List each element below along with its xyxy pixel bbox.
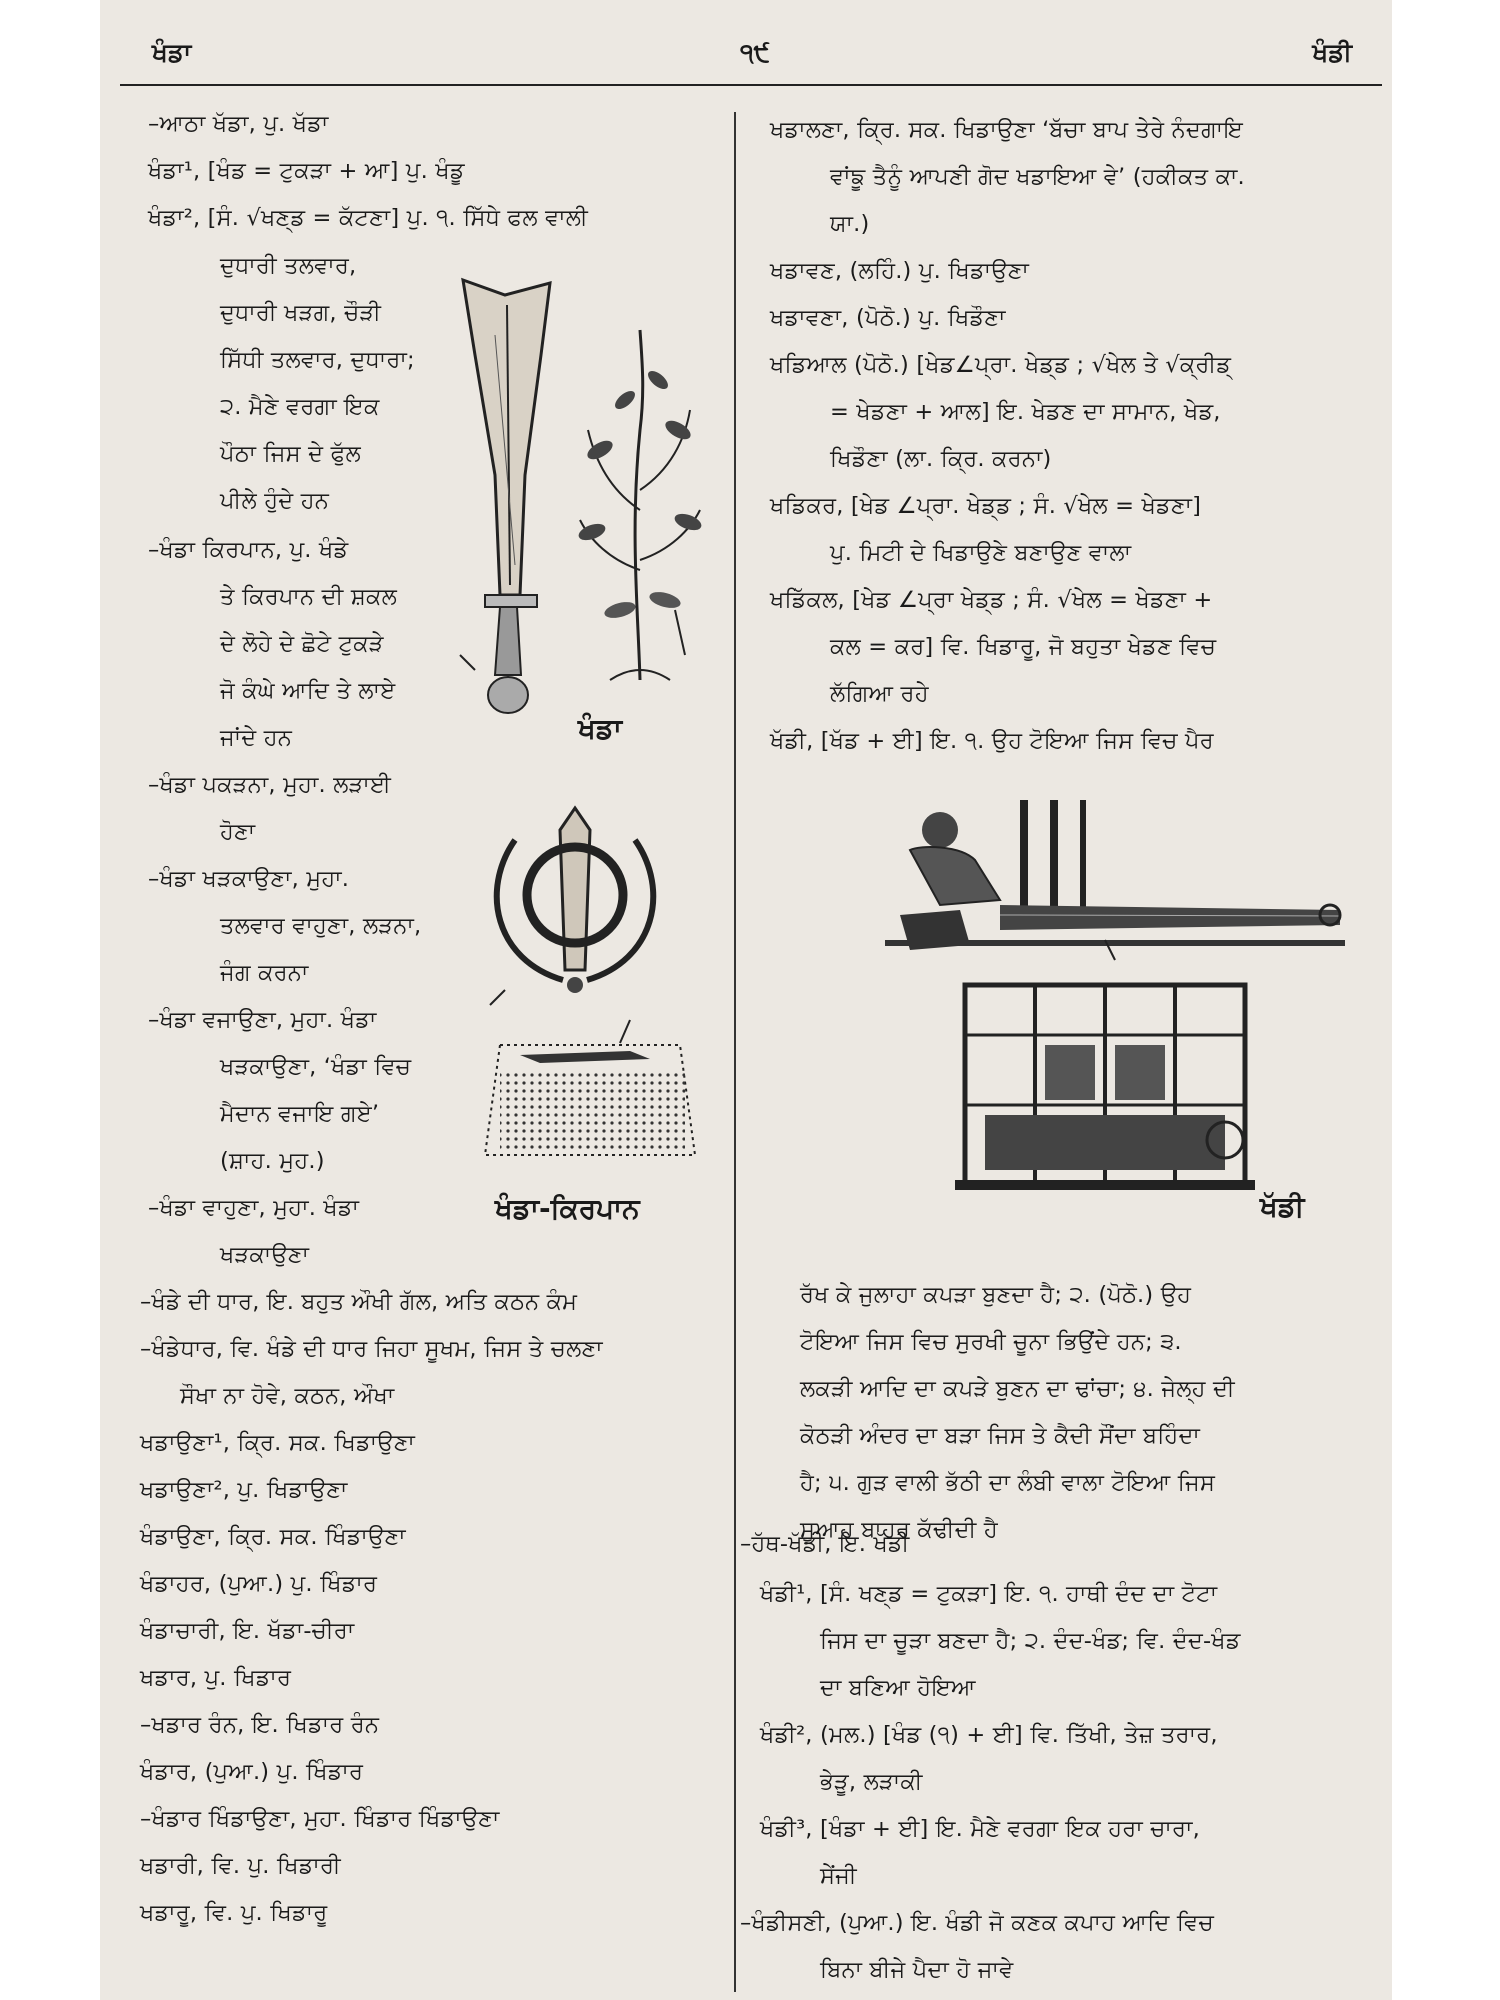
kirpan-comb-illustration [480,1015,700,1165]
column-divider [734,112,736,1992]
right-column-entry-line: ਬਿਨਾ ਬੀਜੇ ਪੈਦਾ ਹੋ ਜਾਵੇ [820,1957,1014,1983]
right-column-entry-line: ਖਡਾਵਣ, (ਲਹਿੰ.) ਪੁ. ਖਿਡਾਉਣਾ [770,258,1030,284]
khanda-emblem-illustration [475,800,675,1010]
right-column-entry-line: –ਹੱਥ-ਖੱਡੀ, ਇ. ਖੱਡੀ [740,1531,910,1557]
left-column-entry-line: ਤੇ ਕਿਰਪਾਨ ਦੀ ਸ਼ਕਲ [220,584,398,610]
right-column-entry-line: ਖਡਾਲਣਾ, ਕ੍ਰਿ. ਸਕ. ਖਿਡਾਉਣਾ ‘ਬੱਚਾ ਬਾਪ ਤੇਰੇ ਨੰਦਗਾਇ [770,117,1244,143]
right-column-entry-line: ਲਕੜੀ ਆਦਿ ਦਾ ਕਪੜੇ ਬੁਣਨ ਦਾ ਢਾਂਚਾ; ੪. ਜੇਲ੍ਹ ਦੀ [800,1376,1235,1402]
right-column-entry-line: ਟੋਇਆ ਜਿਸ ਵਿਚ ਸੁਰਖੀ ਚੂਨਾ ਭਿਉਂਦੇ ਹਨ; ੩. [800,1329,1182,1355]
left-column-entry-line: ਮੈਦਾਨ ਵਜਾਇ ਗਏ’ [220,1101,380,1127]
left-column-entry-line: ਹੋਣਾ [220,819,256,845]
left-column-entry-line: ੨. ਮੈਣੇ ਵਰਗਾ ਇਕ [220,394,380,420]
left-column-entry-line: ਖੰਡਾ², [ਸੰ. √ਖਣ੍ਡ = ਕੱਟਣਾ] ਪੁ. ੧. ਸਿੱਧੇ ਫਲ ਵਾਲੀ [148,205,588,231]
right-column-entry-line: ਯਾ.) [830,211,870,237]
left-column-entry-line: ਦੁਧਾਰੀ ਤਲਵਾਰ, [220,253,357,279]
left-column-entry-line: –ਖੰਡਾ ਵਾਹੁਣਾ, ਮੁਹਾ. ਖੰਡਾ [148,1195,360,1221]
left-column-entry-line: ਜੰਗ ਕਰਨਾ [220,960,309,986]
left-column-entry-line: ਖੜਕਾਉਣਾ [220,1242,310,1268]
right-column-entry-line: ਵਾਂਙੂ ਤੈਨੂੰ ਆਪਣੀ ਗੋਦ ਖਡਾਇਆ ਵੇ’ (ਹਕੀਕਤ ਕਾ. [830,164,1245,190]
header-rule [120,84,1382,86]
left-column-entry-line: ਖਡਾਉਣਾ¹, ਕ੍ਰਿ. ਸਕ. ਖਿਡਾਉਣਾ [140,1430,415,1456]
right-column-entry-line: ਖਡਿਆਲ (ਪੋਠੋ.) [ਖੇਡ∠ਪ੍ਰਾ. ਖੇਡ੍ਡ ; √ਖੇਲ ਤੇ √ਕ੍ਰੀਡ੍ [770,352,1232,378]
right-column-entry-line: ਲੱਗਿਆ ਰਹੇ [830,681,929,707]
right-column-entry-line: –ਖੰਡੀਸਣੀ, (ਪੁਆ.) ਇ. ਖੰਡੀ ਜੋ ਕਣਕ ਕਪਾਹ ਆਦਿ ਵਿਚ [740,1910,1214,1936]
khanda-kirpan-figure-caption: ਖੰਡਾ-ਕਿਰਪਾਨ [495,1192,640,1225]
khanda-sword-illustration [455,275,565,725]
left-column-entry-line: ਖਡਾਰੀ, ਵਿ. ਪੁ. ਖਿਡਾਰੀ [140,1853,341,1879]
left-column-entry-line: –ਖੰਡਾ ਕਿਰਪਾਨ, ਪੁ. ਖੰਡੇ [148,537,349,563]
left-column-entry-line: ਤਲਵਾਰ ਵਾਹੁਣਾ, ਲੜਨਾ, [220,913,422,939]
handloom-frame-illustration [955,975,1260,1205]
left-column-entry-line: ਦੁਧਾਰੀ ਖੜਗ, ਚੌੜੀ [220,300,382,326]
right-column-entry-line: ਖਿਡੌਣਾ (ਲਾ. ਕ੍ਰਿ. ਕਰਨਾ) [830,446,1052,472]
left-column-entry-line: –ਖਡਾਰ ਰੰਨ, ਇ. ਖਿਡਾਰ ਰੰਨ [140,1712,380,1738]
left-column-entry-line: ਖੰਡਾਉਣਾ, ਕ੍ਰਿ. ਸਕ. ਖਿੰਡਾਉਣਾ [140,1524,406,1550]
right-column-entry-line: ਸੇਂਜੀ [820,1863,857,1889]
page-number: ੧੯ [740,38,770,67]
left-column-entry-line: ਜਾਂਦੇ ਹਨ [220,725,292,751]
khanda-figure-caption: ਖੰਡਾ [578,712,622,745]
right-column-entry-line: ਖਡਿੱਕਲ, [ਖੇਡ ∠ਪ੍ਰਾ ਖੇਡ੍ਡ ; ਸੰ. √ਖੇਲ = ਖੇਡਣਾ + [770,587,1213,613]
left-column-entry-line: –ਆਠਾ ਖੱਡਾ, ਪੁ. ਖੱਡਾ [148,111,329,137]
left-column-entry-line: –ਖੰਡਾ ਵਜਾਉਣਾ, ਮੁਹਾ. ਖੰਡਾ [148,1007,377,1033]
right-column-entry-line: ਖੰਡੀ², (ਮਲ.) [ਖੰਡ (੧) + ਈ] ਵਿ. ਤਿੱਖੀ, ਤੇਜ਼ ਤਰਾਰ, [760,1722,1218,1748]
left-column-entry-line: (ਸ਼ਾਹ. ਮੁਹ.) [220,1148,325,1174]
right-column-entry-line: ਰੱਖ ਕੇ ਜੁਲਾਹਾ ਕਪੜਾ ਬੁਣਦਾ ਹੈ; ੨. (ਪੋਠੋ.) ਉਹ [800,1282,1192,1308]
left-column-entry-line: ਪੌਠਾ ਜਿਸ ਦੇ ਫੁੱਲ [220,441,361,467]
left-column-entry-line: –ਖੰਡੇਧਾਰ, ਵਿ. ਖੰਡੇ ਦੀ ਧਾਰ ਜਿਹਾ ਸੂਖਮ, ਜਿਸ ਤੇ ਚਲਣਾ [140,1336,603,1362]
right-column-entry-line: ਖਡਿਕਰ, [ਖੇਡ ∠ਪ੍ਰਾ. ਖੇਡ੍ਡ ; ਸੰ. √ਖੇਲ = ਖੇਡਣਾ] [770,493,1202,519]
left-column-entry-line: ਖੰਡਾ¹, [ਖੰਡ = ਟੁਕੜਾ + ਆ] ਪੁ. ਖੰਡੂ [148,158,465,184]
right-column-entry-line: ਖਡਾਵਣਾ, (ਪੋਠੋ.) ਪੁ. ਖਿਡੌਣਾ [770,305,1006,331]
left-column-entry-line: ਖੰਡਾਰ, (ਪੁਆ.) ਪੁ. ਖਿੰਡਾਰ [140,1759,364,1785]
left-column-entry-line: ਖਡਾਰ, ਪੁ. ਖਿਡਾਰ [140,1665,292,1691]
left-column-entry-line: ਸੌਖਾ ਨਾ ਹੋਵੇ, ਕਠਨ, ਔਖਾ [180,1383,395,1409]
left-column-entry-line: –ਖੰਡਾਰ ਖਿੰਡਾਉਣਾ, ਮੁਹਾ. ਖਿੰਡਾਰ ਖਿੰਡਾਉਣਾ [140,1806,500,1832]
right-column-entry-line: ਕਲ = ਕਰ] ਵਿ. ਖਿਡਾਰੂ, ਜੋ ਬਹੁਤਾ ਖੇਡਣ ਵਿਚ [830,634,1217,660]
left-column-entry-line: –ਖੰਡੇ ਦੀ ਧਾਰ, ਇ. ਬਹੁਤ ਔਖੀ ਗੱਲ, ਅਤਿ ਕਠਨ ਕੰਮ [140,1289,578,1315]
left-column-entry-line: ਜੋ ਕੰਘੇ ਆਦਿ ਤੇ ਲਾਏ [220,678,396,704]
header-right-guide-word: ਖੰਡੀ [1312,38,1352,67]
khaddi-figure-caption: ਖੱਡੀ [1260,1190,1305,1223]
left-column-entry-line: ਦੇ ਲੋਹੇ ਦੇ ਛੋਟੇ ਟੁਕੜੇ [220,631,384,657]
right-column-entry-line: ਖੰਡੀ¹, [ਸੰ. ਖਣ੍ਡ = ਟੁਕੜਾ] ਇ. ੧. ਹਾਥੀ ਦੰਦ ਦਾ ਟੋਟਾ [760,1581,1218,1607]
left-column-entry-line: –ਖੰਡਾ ਖੜਕਾਉਣਾ, ਮੁਹਾ. [148,866,350,892]
right-column-entry-line: ਖੰਡੀ³, [ਖੰਡਾ + ਈ] ਇ. ਮੈਣੇ ਵਰਗਾ ਇਕ ਹਰਾ ਚਾਰਾ, [760,1816,1200,1842]
right-column-entry-line: ਪੁ. ਮਿਟੀ ਦੇ ਖਿਡਾਉਣੇ ਬਣਾਉਣ ਵਾਲਾ [830,540,1132,566]
left-column-entry-line: ਖਡਾਰੂ, ਵਿ. ਪੁ. ਖਿਡਾਰੂ [140,1900,328,1926]
right-column-entry-line: ਜਿਸ ਦਾ ਚੂੜਾ ਬਣਦਾ ਹੈ; ੨. ਦੰਦ-ਖੰਡ; ਵਿ. ਦੰਦ-ਖੰਡ [820,1628,1241,1654]
left-column-entry-line: ਖੰਡਾਚਾਰੀ, ਇ. ਖੱਡਾ-ਚੀਰਾ [140,1618,355,1644]
right-column-entry-line: ਦਾ ਬਣਿਆ ਹੋਇਆ [820,1675,976,1701]
dictionary-page [100,0,1392,2000]
right-column-entry-line: = ਖੇਡਣਾ + ਆਲ] ਇ. ਖੇਡਣ ਦਾ ਸਾਮਾਨ, ਖੇਡ, [830,399,1221,425]
left-column-entry-line: ਸਿੱਧੀ ਤਲਵਾਰ, ਦੁਧਾਰਾ; [220,347,415,373]
khandi-plant-illustration [570,310,710,690]
left-column-entry-line: ਖਡਾਉਣਾ², ਪੁ. ਖਿਡਾਉਣਾ [140,1477,348,1503]
right-column-entry-line: ਭੇੜੂ, ਲੜਾਕੀ [820,1769,923,1795]
right-column-entry-line: ਖੱਡੀ, [ਖੱਡ + ਈ] ਇ. ੧. ਉਹ ਟੋਇਆ ਜਿਸ ਵਿਚ ਪੈਰ [770,728,1214,754]
header-left-guide-word: ਖੰਡਾ [152,38,192,67]
left-column-entry-line: ਖੰਡਾਹਰ, (ਪੁਆ.) ਪੁ. ਖਿੰਡਾਰ [140,1571,378,1597]
right-column-entry-line: ਕੋਠੜੀ ਅੰਦਰ ਦਾ ਬੜਾ ਜਿਸ ਤੇ ਕੈਦੀ ਸੌਂਦਾ ਬਹਿੰਦਾ [800,1423,1200,1449]
pit-loom-weaver-illustration [880,790,1350,965]
left-column-entry-line: ਪੀਲੇ ਹੁੰਦੇ ਹਨ [220,488,329,514]
right-column-entry-line: ਹੈ; ੫. ਗੁੜ ਵਾਲੀ ਭੱਠੀ ਦਾ ਲੰਬੀ ਵਾਲਾ ਟੋਇਆ ਜਿਸ [800,1470,1216,1496]
left-column-entry-line: ਖੜਕਾਉਣਾ, ‘ਖੰਡਾ ਵਿਚ [220,1054,412,1080]
right-column-entry-line: ਸੁਆਹ ਬਾਹਰ ਕੱਢੀਦੀ ਹੈ [800,1517,998,1543]
left-column-entry-line: –ਖੰਡਾ ਪਕੜਨਾ, ਮੁਹਾ. ਲੜਾਈ [148,772,392,798]
